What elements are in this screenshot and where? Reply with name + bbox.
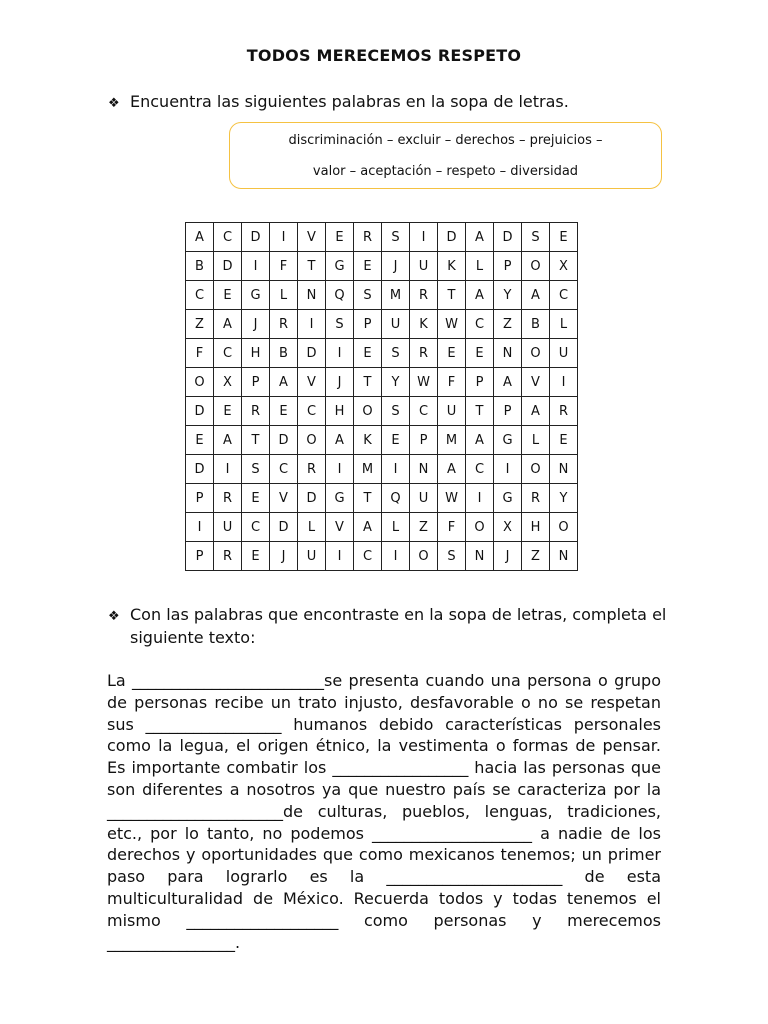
grid-cell: W — [438, 484, 466, 513]
grid-cell: I — [270, 223, 298, 252]
grid-cell: A — [186, 223, 214, 252]
grid-cell: O — [522, 339, 550, 368]
grid-cell: E — [354, 339, 382, 368]
grid-cell: U — [214, 513, 242, 542]
grid-cell: Z — [186, 310, 214, 339]
grid-cell: L — [270, 281, 298, 310]
grid-cell: R — [242, 397, 270, 426]
grid-cell: P — [354, 310, 382, 339]
grid-cell: F — [186, 339, 214, 368]
grid-cell: R — [550, 397, 578, 426]
grid-cell: J — [242, 310, 270, 339]
grid-cell: A — [466, 281, 494, 310]
grid-row — [186, 455, 578, 484]
grid-cell: E — [214, 281, 242, 310]
grid-cell: E — [270, 397, 298, 426]
grid-cell: R — [214, 542, 242, 571]
grid-cell: G — [242, 281, 270, 310]
grid-cell: T — [242, 426, 270, 455]
grid-cell: V — [270, 484, 298, 513]
grid-cell: U — [410, 484, 438, 513]
grid-cell: W — [438, 310, 466, 339]
grid-cell: C — [214, 223, 242, 252]
grid-cell: O — [550, 513, 578, 542]
grid-cell: E — [214, 397, 242, 426]
grid-cell: F — [438, 368, 466, 397]
grid-cell: P — [410, 426, 438, 455]
diamond-bullet-icon: ❖ — [108, 96, 120, 111]
grid-cell: O — [466, 513, 494, 542]
grid-cell: P — [494, 397, 522, 426]
grid-cell: P — [466, 368, 494, 397]
grid-cell: S — [382, 339, 410, 368]
grid-cell: A — [466, 223, 494, 252]
grid-cell: R — [298, 455, 326, 484]
grid-cell: C — [466, 455, 494, 484]
grid-cell: C — [214, 339, 242, 368]
grid-cell: D — [186, 455, 214, 484]
grid-cell: I — [382, 542, 410, 571]
paragraph-text: La ________________________se presenta cuando una persona o grupo de personas recibe un trato injusto, desfavorable o no se respetan sus _________________ humanos debido características personales como la legua, el origen étnico, la vestimenta o formas de pensar. Es importante combatir los _________________ hacia las personas que son diferentes a nosotros ya que nuestro país se caracteriza por la ______________________de culturas, pueblos, lenguas, tradiciones, etc., por lo tanto, no podemos ____________________ a nadie de los derechos y oportunidades que como mexicanos tenemos; un primer paso para lograrlo es la ______________________ de esta multiculturalidad de México. Recuerda todos y todas tenemos el mismo ___________________ como personas y merecemos ________________. — [107, 671, 661, 952]
grid-cell: V — [298, 368, 326, 397]
grid-cell: H — [522, 513, 550, 542]
grid-cell: A — [438, 455, 466, 484]
grid-cell: U — [410, 252, 438, 281]
grid-cell: A — [494, 368, 522, 397]
grid-cell: S — [354, 281, 382, 310]
grid-cell: K — [354, 426, 382, 455]
grid-cell: M — [438, 426, 466, 455]
grid-cell: C — [354, 542, 382, 571]
grid-cell: E — [242, 542, 270, 571]
grid-cell: U — [438, 397, 466, 426]
grid-row — [186, 368, 578, 397]
grid-cell: N — [494, 339, 522, 368]
grid-cell: A — [466, 426, 494, 455]
grid-cell: G — [326, 252, 354, 281]
grid-cell: R — [270, 310, 298, 339]
grid-cell: R — [522, 484, 550, 513]
grid-cell: D — [242, 223, 270, 252]
grid-cell: A — [522, 281, 550, 310]
grid-cell: P — [186, 542, 214, 571]
grid-cell: C — [550, 281, 578, 310]
grid-cell: Z — [410, 513, 438, 542]
grid-cell: A — [522, 397, 550, 426]
grid-row — [186, 513, 578, 542]
grid-cell: L — [466, 252, 494, 281]
grid-cell: E — [186, 426, 214, 455]
grid-cell: T — [466, 397, 494, 426]
grid-cell: T — [354, 484, 382, 513]
grid-cell: N — [410, 455, 438, 484]
fill-in-paragraph — [107, 670, 661, 953]
grid-cell: I — [466, 484, 494, 513]
grid-row — [186, 281, 578, 310]
grid-cell: O — [354, 397, 382, 426]
grid-cell: G — [494, 484, 522, 513]
worksheet-title: TODOS MERECEMOS RESPETO — [246, 46, 522, 65]
grid-cell: I — [326, 542, 354, 571]
grid-cell: G — [494, 426, 522, 455]
grid-cell: O — [522, 455, 550, 484]
grid-cell: L — [382, 513, 410, 542]
grid-cell: E — [550, 426, 578, 455]
grid-cell: K — [438, 252, 466, 281]
grid-cell: S — [382, 397, 410, 426]
grid-cell: T — [354, 368, 382, 397]
grid-cell: I — [298, 310, 326, 339]
grid-cell: D — [270, 426, 298, 455]
grid-cell: N — [466, 542, 494, 571]
grid-cell: U — [550, 339, 578, 368]
grid-cell: I — [214, 455, 242, 484]
grid-cell: Z — [522, 542, 550, 571]
grid-cell: C — [466, 310, 494, 339]
grid-cell: I — [382, 455, 410, 484]
grid-cell: X — [550, 252, 578, 281]
grid-cell: L — [522, 426, 550, 455]
grid-cell: N — [550, 542, 578, 571]
grid-cell: W — [410, 368, 438, 397]
grid-cell: J — [326, 368, 354, 397]
grid-cell: F — [270, 252, 298, 281]
grid-cell: Q — [326, 281, 354, 310]
grid-cell: D — [270, 513, 298, 542]
grid-row — [186, 310, 578, 339]
grid-cell: E — [326, 223, 354, 252]
grid-cell: H — [326, 397, 354, 426]
grid-cell: C — [270, 455, 298, 484]
grid-cell: F — [438, 513, 466, 542]
grid-cell: S — [242, 455, 270, 484]
grid-cell: U — [382, 310, 410, 339]
grid-cell: I — [242, 252, 270, 281]
grid-cell: V — [522, 368, 550, 397]
grid-cell: B — [522, 310, 550, 339]
grid-cell: A — [214, 310, 242, 339]
grid-cell: O — [298, 426, 326, 455]
grid-cell: P — [494, 252, 522, 281]
instruction-find-words — [108, 91, 569, 114]
grid-cell: E — [550, 223, 578, 252]
grid-cell: P — [186, 484, 214, 513]
grid-cell: R — [214, 484, 242, 513]
grid-cell: E — [466, 339, 494, 368]
grid-cell: Y — [494, 281, 522, 310]
grid-cell: A — [354, 513, 382, 542]
grid-cell: G — [326, 484, 354, 513]
grid-row — [186, 339, 578, 368]
grid-cell: C — [186, 281, 214, 310]
grid-row — [186, 542, 578, 571]
word-list-line-1: discriminación – excluir – derechos – prejuicios – — [288, 133, 603, 148]
instruction-text-line-1: Con las palabras que encontraste en la sopa de letras, completa el — [130, 605, 667, 624]
grid-cell: N — [550, 455, 578, 484]
grid-cell: O — [186, 368, 214, 397]
grid-cell: T — [298, 252, 326, 281]
grid-cell: A — [326, 426, 354, 455]
grid-cell: C — [242, 513, 270, 542]
grid-cell: A — [270, 368, 298, 397]
instruction-text: Encuentra las siguientes palabras en la sopa de letras. — [130, 92, 569, 111]
grid-cell: I — [494, 455, 522, 484]
grid-cell: D — [298, 484, 326, 513]
grid-row — [186, 223, 578, 252]
grid-cell: V — [298, 223, 326, 252]
grid-cell: A — [214, 426, 242, 455]
grid-row — [186, 426, 578, 455]
grid-cell: H — [242, 339, 270, 368]
grid-row — [186, 397, 578, 426]
grid-cell: M — [382, 281, 410, 310]
grid-cell: C — [410, 397, 438, 426]
grid-cell: E — [354, 252, 382, 281]
grid-cell: B — [270, 339, 298, 368]
grid-cell: R — [410, 339, 438, 368]
grid-cell: D — [214, 252, 242, 281]
grid-cell: D — [298, 339, 326, 368]
grid-cell: X — [494, 513, 522, 542]
grid-cell: L — [550, 310, 578, 339]
grid-cell: N — [298, 281, 326, 310]
grid-cell: T — [438, 281, 466, 310]
grid-cell: D — [186, 397, 214, 426]
grid-cell: J — [270, 542, 298, 571]
grid-cell: R — [410, 281, 438, 310]
grid-cell: I — [326, 339, 354, 368]
grid-cell: V — [326, 513, 354, 542]
grid-cell: E — [438, 339, 466, 368]
grid-cell: B — [186, 252, 214, 281]
grid-cell: K — [410, 310, 438, 339]
grid-cell: D — [438, 223, 466, 252]
grid-cell: S — [438, 542, 466, 571]
grid-cell: J — [382, 252, 410, 281]
instruction-text-line-2: siguiente texto: — [130, 628, 256, 647]
grid-cell: S — [326, 310, 354, 339]
grid-cell: I — [550, 368, 578, 397]
grid-cell: X — [214, 368, 242, 397]
grid-cell: M — [354, 455, 382, 484]
grid-cell: P — [242, 368, 270, 397]
grid-row — [186, 252, 578, 281]
instruction-complete-text — [108, 604, 668, 648]
grid-cell: Y — [382, 368, 410, 397]
grid-cell: O — [522, 252, 550, 281]
grid-cell: Q — [382, 484, 410, 513]
grid-cell: I — [410, 223, 438, 252]
grid-cell: O — [410, 542, 438, 571]
word-list-line-2: valor – aceptación – respeto – diversidad — [312, 164, 579, 179]
grid-cell: U — [298, 542, 326, 571]
grid-cell: S — [382, 223, 410, 252]
grid-cell: I — [326, 455, 354, 484]
grid-cell: C — [298, 397, 326, 426]
grid-cell: R — [354, 223, 382, 252]
grid-cell: D — [494, 223, 522, 252]
grid-cell: S — [522, 223, 550, 252]
grid-cell: Y — [550, 484, 578, 513]
grid-cell: E — [242, 484, 270, 513]
grid-cell: L — [298, 513, 326, 542]
grid-cell: I — [186, 513, 214, 542]
grid-cell: J — [494, 542, 522, 571]
word-search-grid — [185, 222, 578, 571]
grid-row — [186, 484, 578, 513]
grid-cell: E — [382, 426, 410, 455]
diamond-bullet-icon: ❖ — [108, 609, 120, 624]
grid-cell: Z — [494, 310, 522, 339]
word-list-box — [229, 122, 662, 189]
